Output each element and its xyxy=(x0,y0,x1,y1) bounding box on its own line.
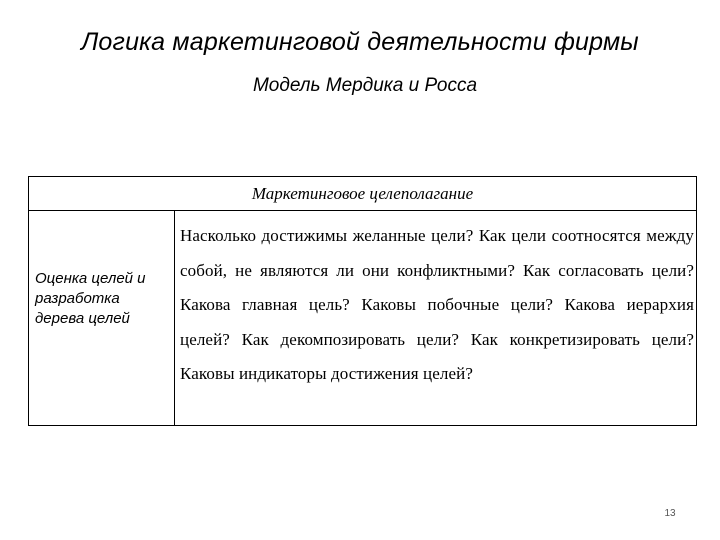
table-header: Маркетинговое целеполагание xyxy=(29,177,696,211)
content-table xyxy=(28,176,697,426)
table-right-cell-text: Насколько достижимы желанные цели? Как цели соотносятся между собой, не являются ли они конфликтными? Как согласовать цели? Какова главная цель? Каковы побочные цели? Какова иерархия целей? Как декомпозировать цели? Как конкретизировать цели? Каковы индикаторы достижения целей? xyxy=(180,226,694,383)
slide-subtitle: Модель Мердика и Росса xyxy=(252,75,478,96)
left-cell-text: Оценка целей и разработка дерева целей xyxy=(35,270,146,327)
page-number: 13 xyxy=(664,508,676,519)
slide-title: Логика маркетинговой деятельности фирмы xyxy=(81,28,639,56)
table-left-cell xyxy=(29,211,175,425)
